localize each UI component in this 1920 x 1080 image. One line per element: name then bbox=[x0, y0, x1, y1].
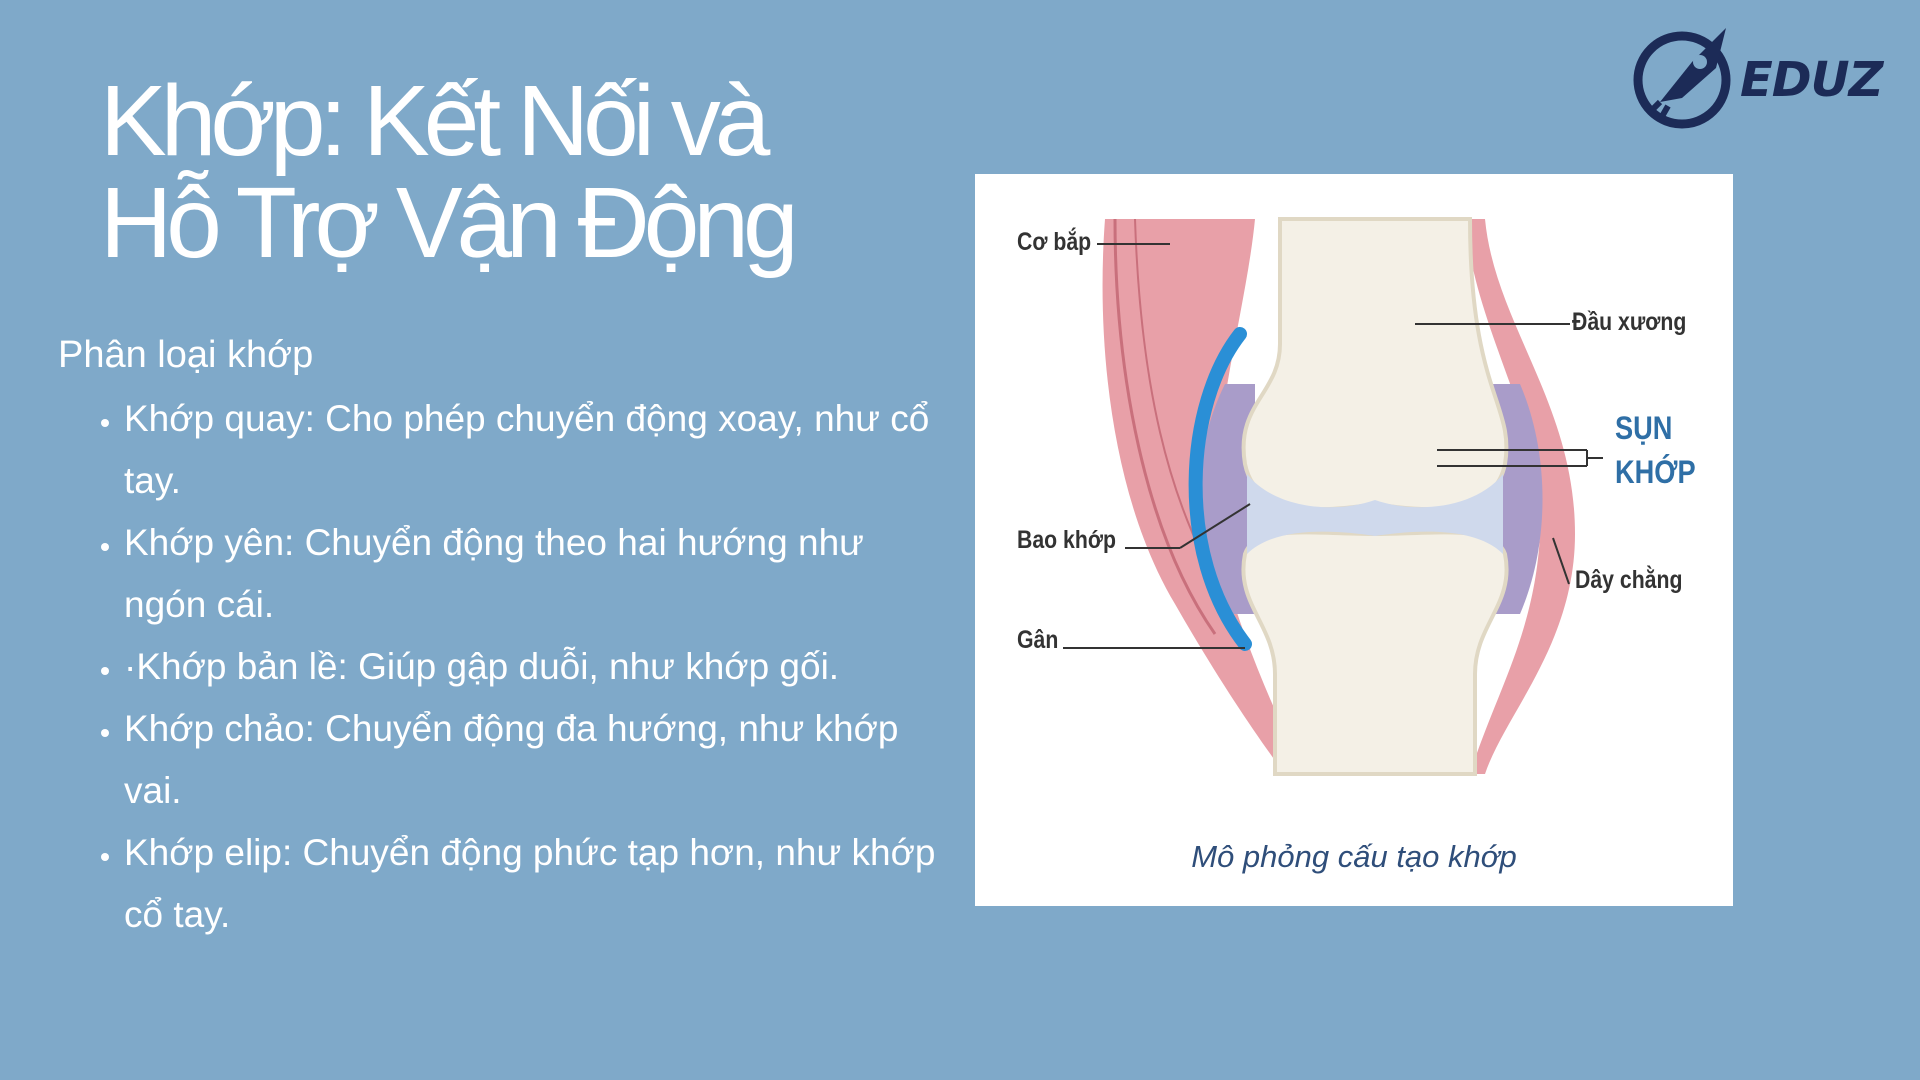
list-item: • Khớp elip: Chuyển động phức tạp hơn, như khớp cổ tay. bbox=[124, 822, 954, 946]
label-cartilage-line1: SỤN bbox=[1615, 410, 1673, 446]
list-item: • Khớp quay: Cho phép chuyển động xoay, như cổ tay. bbox=[124, 388, 954, 512]
label-cartilage-line2: KHỚP bbox=[1615, 454, 1696, 490]
label-capsule: Bao khớp bbox=[1017, 526, 1116, 554]
list-item: • ·Khớp bản lề: Giúp gập duỗi, như khớp gối. bbox=[124, 636, 954, 698]
label-ligament: Dây chằng bbox=[1575, 566, 1683, 594]
list-item: • Khớp chảo: Chuyển động đa hướng, như khớp vai. bbox=[124, 698, 954, 822]
label-bone-head: Đầu xương bbox=[1572, 308, 1687, 336]
eduz-logo bbox=[1630, 22, 1895, 132]
joint-types-list bbox=[96, 388, 954, 946]
title-line-1: Khớp: Kết Nối và bbox=[100, 65, 765, 177]
logo-text: EDUZ bbox=[1740, 52, 1883, 108]
rocket-icon bbox=[1630, 22, 1740, 132]
list-item: • Khớp yên: Chuyển động theo hai hướng như ngón cái. bbox=[124, 512, 954, 636]
label-tendon: Gân bbox=[1017, 626, 1059, 654]
section-heading: Phân loại khớp bbox=[58, 334, 314, 376]
label-muscle: Cơ bắp bbox=[1017, 228, 1092, 256]
page-title bbox=[100, 65, 793, 279]
figure-caption: Mô phỏng cấu tạo khớp bbox=[1191, 839, 1517, 874]
joint-diagram bbox=[975, 174, 1733, 906]
title-line-2: Hỗ Trợ Vận Động bbox=[100, 167, 793, 279]
